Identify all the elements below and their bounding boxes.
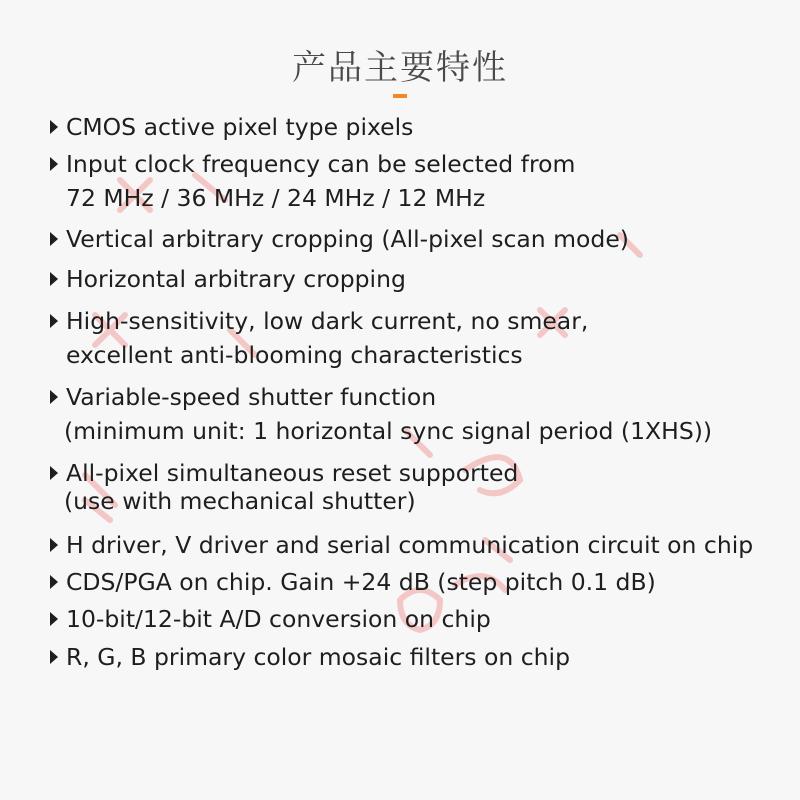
feature-line: High-sensitivity, low dark current, no smear, xyxy=(66,307,589,335)
feature-item xyxy=(50,304,790,372)
feature-line: R, G, B primary color mosaic filters on chip xyxy=(66,643,570,671)
feature-line: (use with mechanical shutter) xyxy=(64,487,416,515)
feature-line: Vertical arbitrary cropping (All-pixel scan mode) xyxy=(66,225,629,253)
feature-line: Variable-speed shutter function xyxy=(66,383,437,411)
bullet-arrow-icon xyxy=(50,232,58,246)
feature-item xyxy=(50,565,790,599)
page-title: 产品主要特性 xyxy=(292,48,508,88)
bullet-arrow-icon xyxy=(50,538,58,552)
feature-line: CMOS active pixel type pixels xyxy=(66,113,414,141)
bullet-arrow-icon xyxy=(50,650,58,664)
feature-line: 10-bit/12-bit A/D conversion on chip xyxy=(66,605,491,633)
feature-line: (minimum unit: 1 horizontal sync signal period (1XHS)) xyxy=(64,417,713,445)
feature-line: excellent anti-blooming characteristics xyxy=(66,341,523,369)
feature-line: Input clock frequency can be selected from xyxy=(66,150,576,178)
feature-item xyxy=(50,262,790,296)
feature-item xyxy=(50,640,790,674)
bullet-arrow-icon xyxy=(50,390,58,404)
feature-line: 72 MHz / 36 MHz / 24 MHz / 12 MHz xyxy=(66,184,486,212)
title-accent-bar xyxy=(393,94,407,98)
bullet-arrow-icon xyxy=(50,272,58,286)
bullet-arrow-icon xyxy=(50,157,58,171)
feature-item xyxy=(50,222,790,256)
feature-line: Horizontal arbitrary cropping xyxy=(66,265,406,293)
bullet-arrow-icon xyxy=(50,120,58,134)
feature-item xyxy=(50,602,790,636)
feature-item xyxy=(50,456,790,518)
feature-item xyxy=(50,380,790,448)
feature-item xyxy=(50,528,790,562)
bullet-arrow-icon xyxy=(50,466,58,480)
feature-item xyxy=(50,147,790,215)
feature-item xyxy=(50,110,790,144)
bullet-arrow-icon xyxy=(50,612,58,626)
bullet-arrow-icon xyxy=(50,575,58,589)
feature-line: H driver, V driver and serial communication circuit on chip xyxy=(66,531,754,559)
feature-line: All-pixel simultaneous reset supported xyxy=(66,459,519,487)
feature-line: CDS/PGA on chip. Gain +24 dB (step pitch 0.1 dB) xyxy=(66,568,656,596)
bullet-arrow-icon xyxy=(50,314,58,328)
